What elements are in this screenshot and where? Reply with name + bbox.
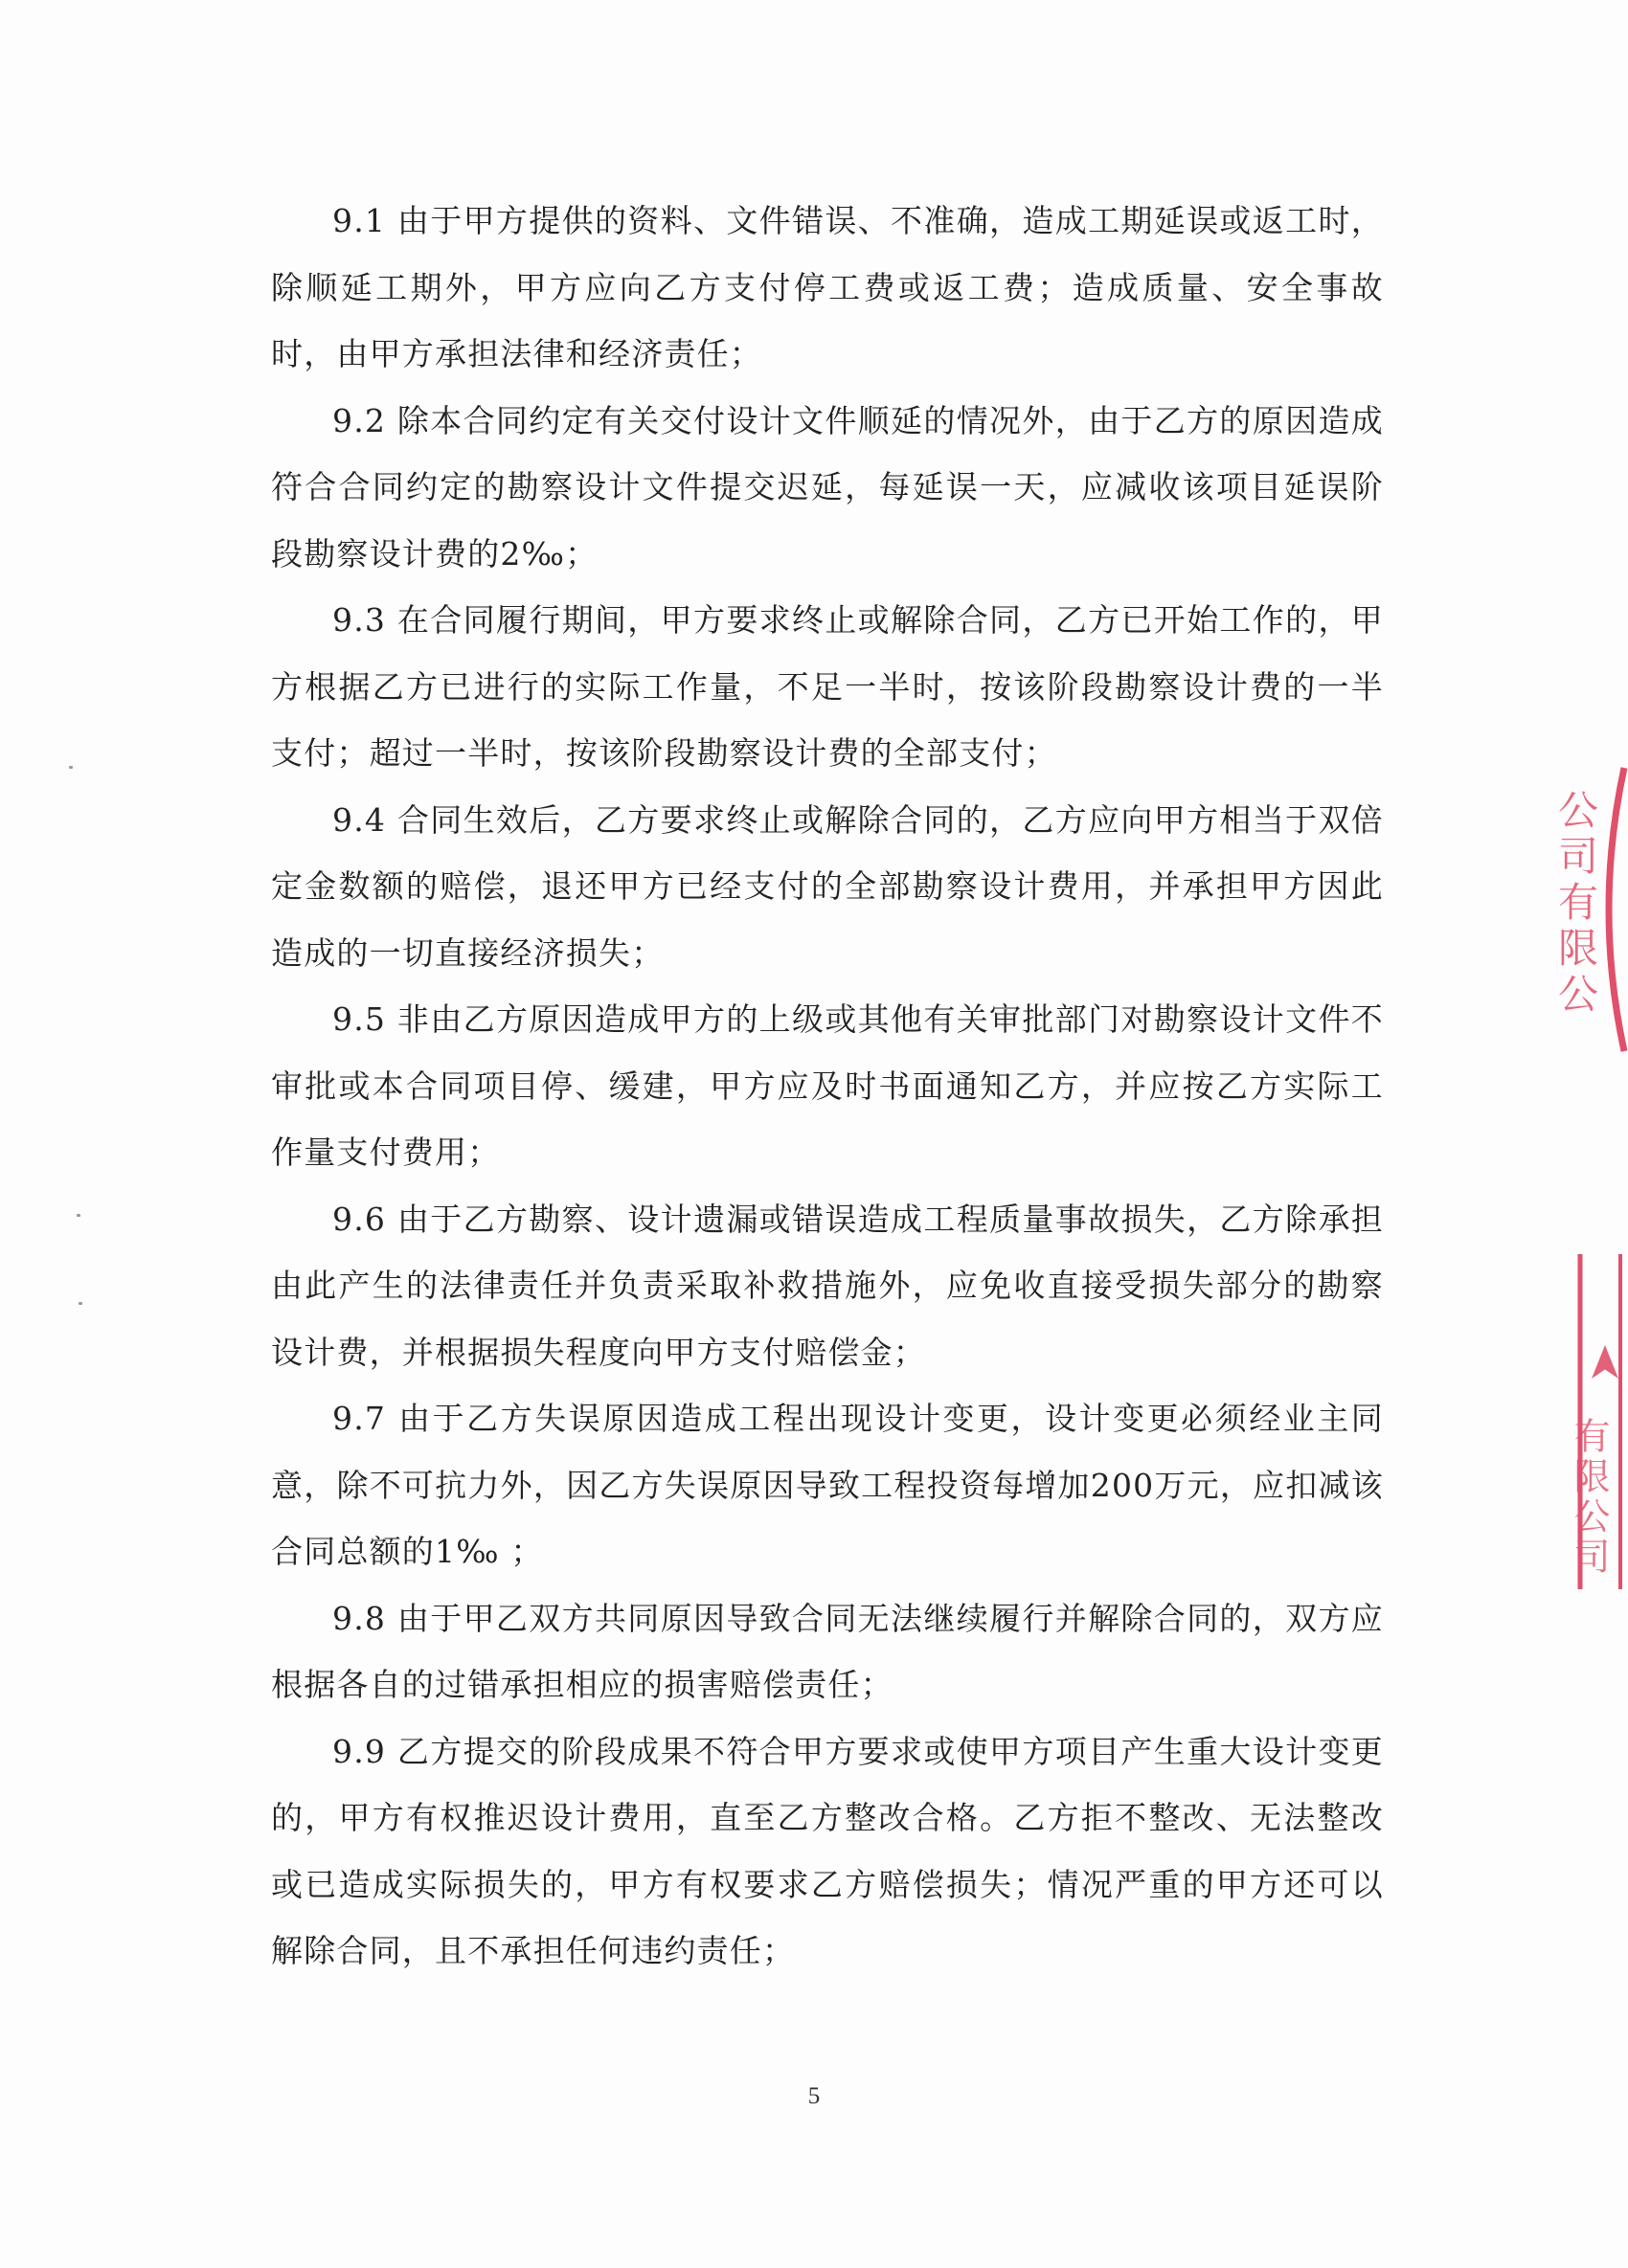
clause-9-3: 9.3 在合同履行期间，甲方要求终止或解除合同，乙方已开始工作的，甲方根据乙方已进行的实际工作量，不足一半时，按该阶段勘察设计费的一半支付；超过一半时，按该阶段勘察设计费的全部支付；: [271, 601, 1384, 772]
scan-speck: [79, 1302, 82, 1305]
seal-lower-graphic: [1569, 1245, 1628, 1599]
clause-9-2: 9.2 除本合同约定有关交付设计文件顺延的情况外，由于乙方的原因造成符合合同约定的勘察设计文件提交迟延，每延误一天，应减收该项目延误阶段勘察设计费的2‰；: [271, 401, 1384, 573]
clause-9-9: 9.9 乙方提交的阶段成果不符合甲方要求或使甲方项目产生重大设计变更的，甲方有权推迟设计费用，直至乙方整改合格。乙方拒不整改、无法整改或已造成实际损失的，甲方有权要求乙方赔偿损失；情况严重的甲方还可以解除合同，且不承担任何违约责任；: [271, 1732, 1384, 1969]
clause-9-1: 9.1 由于甲方提供的资料、文件错误、不准确，造成工期延误或返工时，除顺延工期外，甲方应向乙方支付停工费或返工费；造成质量、安全事故时，由甲方承担法律和经济责任；: [271, 202, 1384, 372]
clause-9-4: 9.4 合同生效后，乙方要求终止或解除合同的，乙方应向甲方相当于双倍定金数额的赔偿，退还甲方已经支付的全部勘察设计费用，并承担甲方因此造成的一切直接经济损失；: [271, 800, 1384, 972]
page-number: 5: [807, 2083, 821, 2109]
seal-upper-graphic: [1552, 756, 1628, 1063]
seal-star-icon: [1592, 1345, 1618, 1379]
scan-speck: [77, 1214, 80, 1217]
clause-9-5: 9.5 非由乙方原因造成甲方的上级或其他有关审批部门对勘察设计文件不审批或本合同项目停、缓建，甲方应及时书面通知乙方，并应按乙方实际工作量支付费用；: [271, 1000, 1384, 1171]
svg-text:公司有限公: 公司有限公: [1552, 789, 1596, 1019]
seal-fragment-upper: [1552, 756, 1628, 1063]
contract-body: [271, 188, 1384, 1985]
clause-9-6: 9.6 由于乙方勘察、设计遗漏或错误造成工程质量事故损失，乙方除承担由此产生的法律责任并负责采取补救措施外，应免收直接受损失部分的勘察设计费，并根据损失程度向甲方支付赔偿金；: [271, 1200, 1384, 1371]
svg-text:有限公司: 有限公司: [1568, 1417, 1608, 1578]
scan-speck: [69, 766, 73, 769]
clause-9-7: 9.7 由于乙方失误原因造成工程出现设计变更，设计变更必须经业主同意，除不可抗力外，因乙方失误原因导致工程投资每增加200万元，应扣减该合同总额的1‰ ；: [271, 1400, 1384, 1570]
clause-9-8: 9.8 由于甲乙双方共同原因导致合同无法继续履行并解除合同的，双方应根据各自的过错承担相应的损害赔偿责任；: [271, 1599, 1384, 1703]
seal-fragment-lower: [1569, 1245, 1628, 1599]
